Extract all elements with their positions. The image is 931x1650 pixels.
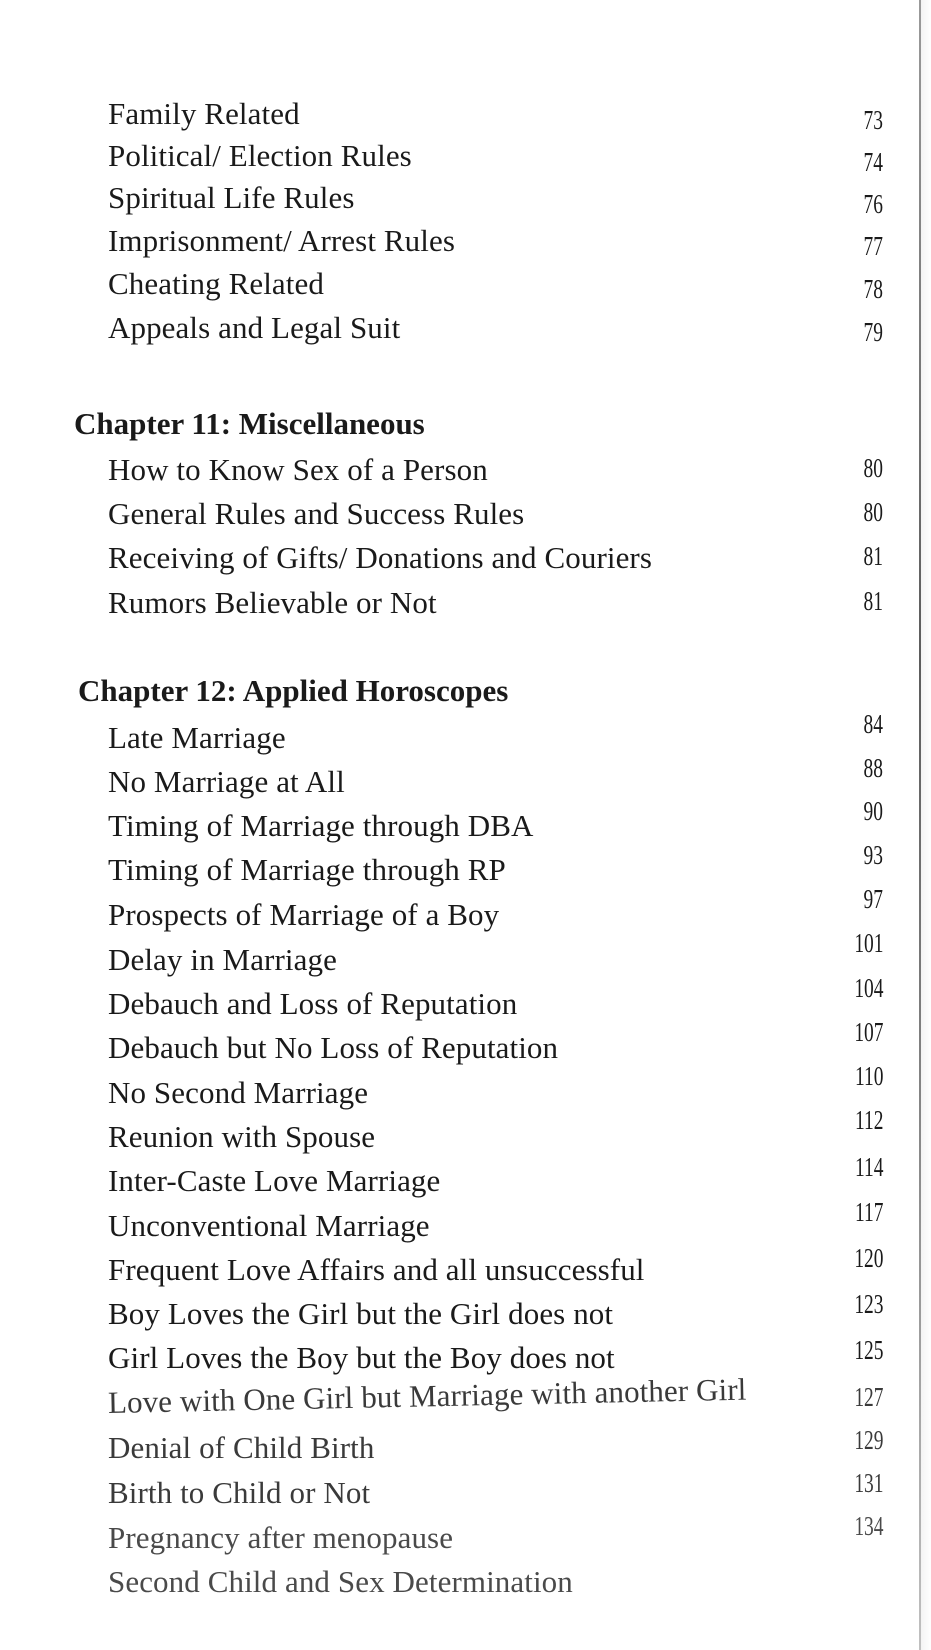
toc-entry-page: 81 xyxy=(863,541,883,571)
toc-entry xyxy=(0,538,931,578)
toc-entry-title: Frequent Love Affairs and all unsuccessful xyxy=(108,1252,645,1287)
toc-entry xyxy=(0,973,931,1024)
toc-entry xyxy=(0,1511,931,1558)
toc-entry-title: Prospects of Marriage of a Boy xyxy=(108,897,500,932)
toc-entry-page: 123 xyxy=(853,1289,883,1319)
toc-entry xyxy=(0,840,931,890)
toc-entry-page: 129 xyxy=(853,1425,883,1455)
toc-entry-page: 127 xyxy=(853,1382,883,1412)
toc-entry xyxy=(0,1243,931,1290)
toc-entry xyxy=(0,884,931,935)
toc-entry-page: 114 xyxy=(854,1152,883,1182)
toc-entry xyxy=(0,494,931,534)
toc-entry-title: Late Marriage xyxy=(108,720,286,755)
toc-entry-title: No Second Marriage xyxy=(108,1075,369,1110)
toc-entry-title: Denial of Child Birth xyxy=(108,1430,375,1465)
toc-entry-title: Birth to Child or Not xyxy=(108,1475,371,1510)
toc-entry-page: 134 xyxy=(853,1511,883,1541)
toc-entry-title: How to Know Sex of a Person xyxy=(108,452,488,487)
toc-entry xyxy=(0,1197,931,1246)
toc-entry xyxy=(0,1468,931,1513)
toc-entry-page: 120 xyxy=(853,1243,883,1273)
toc-entry xyxy=(0,928,931,980)
chapter-heading: Chapter 12: Applied Horoscopes xyxy=(78,673,509,708)
toc-entry-title: Boy Loves the Girl but the Girl does not xyxy=(108,1296,614,1331)
toc-entry-title: Reunion with Spouse xyxy=(108,1119,376,1154)
toc-entry xyxy=(0,1152,931,1201)
toc-entry-title: Delay in Marriage xyxy=(108,942,337,977)
toc-entry-page: 117 xyxy=(854,1197,883,1227)
toc-entry-page: 80 xyxy=(863,497,883,527)
toc-entry-page: 76 xyxy=(863,189,883,219)
toc-entry-title: Second Child and Sex Determination xyxy=(108,1564,573,1599)
toc-entry xyxy=(0,308,931,348)
toc-entry xyxy=(0,264,931,304)
toc-entry-title: Spiritual Life Rules xyxy=(108,180,355,215)
toc-entry-title: Debauch and Loss of Reputation xyxy=(108,986,518,1021)
toc-entry-title: Receiving of Gifts/ Donations and Couriers xyxy=(108,540,653,575)
toc-entry xyxy=(0,178,931,218)
toc-entry xyxy=(0,136,931,176)
toc-entry-title: General Rules and Success Rules xyxy=(108,496,525,531)
toc-entry xyxy=(0,709,931,758)
toc-entry xyxy=(0,221,931,261)
toc-entry-page: 77 xyxy=(863,231,883,261)
toc-entry xyxy=(0,94,931,134)
toc-entry-page: 78 xyxy=(863,274,883,304)
toc-entry-page: 101 xyxy=(853,928,883,958)
toc-entry-page: 79 xyxy=(863,317,883,347)
toc-entry-title: Timing of Marriage through RP xyxy=(108,852,506,887)
page-spine-line xyxy=(919,0,921,1650)
toc-entry-page: 81 xyxy=(863,586,883,616)
toc-entry-title: Debauch but No Loss of Reputation xyxy=(108,1030,559,1065)
toc-entry xyxy=(0,1335,931,1378)
toc-entry-page: 84 xyxy=(863,709,883,739)
toc-entry-title: Rumors Believable or Not xyxy=(108,585,437,620)
toc-entry-title: Love with One Girl but Marriage with another Girl xyxy=(107,1371,747,1420)
toc-entry-page: 73 xyxy=(863,105,883,135)
chapter-heading: Chapter 11: Miscellaneous xyxy=(74,406,425,441)
toc-entry-page: 80 xyxy=(863,453,883,483)
page-edge-shadow xyxy=(921,0,931,1650)
toc-entry-title: Appeals and Legal Suit xyxy=(108,310,401,345)
toc-entry-page: 104 xyxy=(853,973,883,1003)
toc-entry-title: Inter-Caste Love Marriage xyxy=(108,1163,441,1198)
toc-entry-page: 90 xyxy=(863,796,883,826)
toc-entry xyxy=(0,1017,931,1068)
toc-entry xyxy=(0,796,931,846)
toc-entry xyxy=(0,1371,931,1423)
toc-entry xyxy=(0,1061,931,1113)
toc-entry-title: Girl Loves the Boy but the Boy does not xyxy=(108,1340,615,1375)
toc-entry xyxy=(0,1562,931,1602)
toc-entry-page: 125 xyxy=(853,1335,883,1365)
toc-entry xyxy=(0,1289,931,1334)
toc-entry-title: Political/ Election Rules xyxy=(108,138,412,173)
toc-entry-page: 107 xyxy=(853,1017,883,1047)
toc-entry-title: Unconventional Marriage xyxy=(108,1208,430,1243)
toc-entry-page: 93 xyxy=(863,840,883,870)
toc-entry-page: 97 xyxy=(863,884,883,914)
toc-entry xyxy=(0,1425,931,1468)
toc-entry-title: Family Related xyxy=(108,96,300,131)
toc-entry xyxy=(0,450,931,490)
toc-entry-page: 74 xyxy=(863,147,883,177)
toc-entry-title: Pregnancy after menopause xyxy=(108,1520,454,1555)
toc-entry xyxy=(0,583,931,623)
toc-entry-title: No Marriage at All xyxy=(108,764,345,799)
toc-entry-page: 110 xyxy=(854,1061,883,1091)
toc-entry xyxy=(0,1105,931,1157)
toc-entry-page: 88 xyxy=(863,753,883,783)
toc-entry-page: 131 xyxy=(853,1468,883,1498)
toc-entry xyxy=(0,753,931,802)
toc-entry-page: 112 xyxy=(854,1105,883,1135)
toc-entry-title: Imprisonment/ Arrest Rules xyxy=(108,223,456,258)
toc-entry-title: Cheating Related xyxy=(108,266,324,301)
toc-entry-title: Timing of Marriage through DBA xyxy=(108,808,534,843)
